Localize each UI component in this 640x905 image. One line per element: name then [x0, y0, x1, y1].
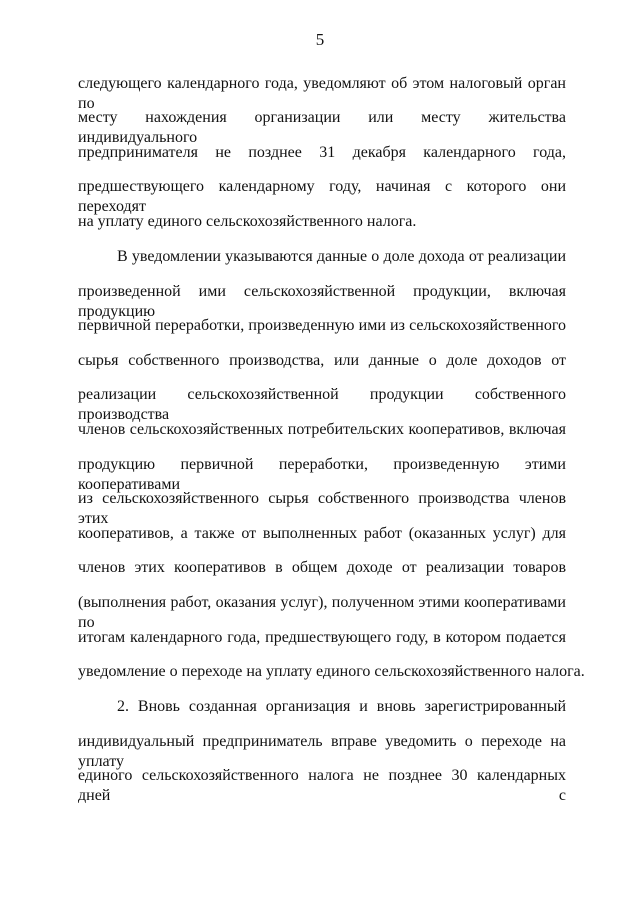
text-line: следующего календарного года, уведомляют об этом налоговый орган по [78, 75, 566, 112]
text-line: кооперативов, а также от выполненных работ (оказанных услуг) для [78, 525, 566, 542]
text-line: итогам календарного года, предшествующего году, в котором подается [78, 629, 566, 646]
text-line: индивидуальный предприниматель вправе уведомить о переходе на уплату [78, 733, 566, 770]
text-line: из сельскохозяйственного сырья собственного производства членов этих [78, 490, 566, 527]
text-line: В уведомлении указываются данные о доле дохода от реализации [117, 248, 566, 265]
text-line: (выполнения работ, оказания услуг), полученном этими кооперативами по [78, 594, 566, 631]
text-line: реализации сельскохозяйственной продукции собственного производства [78, 386, 566, 423]
text-line: членов этих кооперативов в общем доходе от реализации товаров [78, 559, 566, 576]
text-line: членов сельскохозяйственных потребительских кооперативов, включая [78, 421, 566, 438]
text-line: предпринимателя не позднее 31 декабря календарного года, [78, 144, 566, 161]
text-line: предшествующего календарному году, начиная с которого они переходят [78, 178, 566, 215]
text-line: 2. Вновь созданная организация и вновь зарегистрированный [117, 698, 566, 715]
text-line: на уплату единого сельскохозяйственного налога. [78, 213, 417, 230]
text-line: месту нахождения организации или месту жительства индивидуального [78, 109, 566, 146]
text-line: первичной переработки, произведенную ими из сельскохозяйственного [78, 317, 566, 334]
text-line: сырья собственного производства, или данные о доле доходов от [78, 352, 566, 369]
text-line: произведенной ими сельскохозяйственной продукции, включая продукцию [78, 283, 566, 320]
text-line: единого сельскохозяйственного налога не позднее 30 календарных дней с [78, 767, 566, 804]
text-line: уведомление о переходе на уплату единого сельскохозяйственного налога. [78, 663, 585, 680]
text-line: продукцию первичной переработки, произведенную этими кооперативами [78, 456, 566, 493]
page-number: 5 [315, 30, 325, 49]
